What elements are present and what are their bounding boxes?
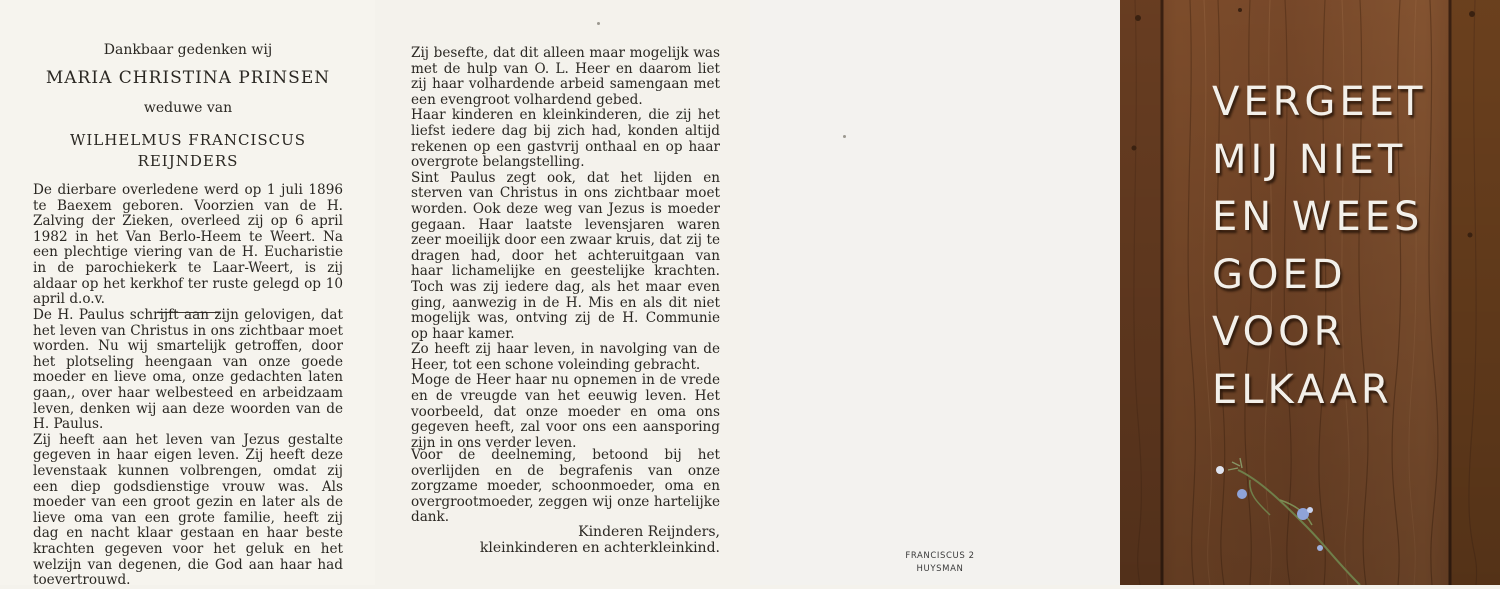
paragraph-suffering: Sint Paulus zegt ook, dat het lijden en sterven van Christus in ons zichtbaar moet worden. Ook deze weg van Jezus is moeder gegaan. Haar laatste levensjaren waren zeer moeilijk door een zwaar kruis, dat zij te dragen had, door het achteruitgaan van haar lichamelijke en geestelijke krachten. Toch was zij iedere dag, als het maar even ging, aanwezig in de H. Mis en als dit niet mogelijk was, ontving zij de H. Communie op haar kamer. xyxy=(411,169,720,342)
paragraph-prayer: Zij besefte, dat dit alleen maar mogelijk was met de hulp van O. L. Heer en daarom liet zij haar volhardende arbeid samengaan met een evengroot volhardend gebed. xyxy=(411,45,720,108)
tribute-text-left xyxy=(33,308,343,589)
paragraph-paulus: De H. Paulus schrijft aan zijn gelovigen, dat het leven van Christus in ons zichtbaar moet worden. Nu wij smartelijk getroffen, door het plotseling heengaan van onze goede moeder en lieve oma, onze gedachten laten gaan,, over haar welbesteed en arbeidzaam leven, denken wij aan deze woorden van de H. Paulus. xyxy=(33,307,343,433)
paragraph-thanks: Voor de deelneming, betoond bij het overlijden en de begrafenis van onze zorgzame moeder, schoonmoeder, oma en overgrootmoeder, zeggen wij onze hartelijke dank. xyxy=(411,447,720,526)
cover-slogan xyxy=(1212,74,1426,419)
signature-block xyxy=(480,524,720,556)
slogan-line-6: ELKAAR xyxy=(1212,366,1393,413)
printer-credit xyxy=(900,550,980,576)
intro-lead: Dankbaar gedenken wij xyxy=(103,42,273,58)
paragraph-completion: Zo heeft zij haar leven, in navolging van de Heer, tot een schone voleinding gebracht. xyxy=(411,341,720,373)
card-page-left xyxy=(0,0,375,589)
husband-name-line2: REIJNDERS xyxy=(137,152,239,170)
signature-line2: kleinkinderen en achterkleinkind. xyxy=(479,540,720,556)
paragraph-life: Zij heeft aan het leven van Jezus gestalte gegeven in haar eigen leven. Zij heeft deze levenstaak kunnen volbrengen, omdat zij een diep godsdienstige vrouw was. Als moeder van een groot gezin en later als de lieve oma van een grote familie, heeft zij dag en nacht klaar gestaan en haar beste krachten gegeven voor het geluk en het welzijn van degenen, die God aan haar had toevertrouwd. xyxy=(33,431,343,589)
thanks-paragraph xyxy=(411,448,720,526)
paragraph-birth-death: De dierbare overledene werd op 1 juli 1896 te Baexem geboren. Voorzien van de H. Zalving der Zieken, overleed zij op 6 april 1982 in het Van Berlo-Heem te Weert. Na een plechtige viering van de H. Eucharistie in de parochiekerk te Laar-Weert, is zij aldaar op het kerkhof ter ruste gelegd op 10 april d.o.v. xyxy=(33,182,343,308)
paragraph-blessing: Moge de Heer haar nu opnemen in de vrede en de vreugde van het eeuwig leven. Het voorbeeld, dat onze moeder en oma ons gegeven heeft, zal voor ons een aansporing zijn in ons verder leven. xyxy=(411,372,720,451)
signature-line1: Kinderen Reijnders, xyxy=(578,524,720,540)
husband-name-line1: WILHELMUS FRANCISCUS xyxy=(69,131,307,149)
slogan-line-4: GOED xyxy=(1212,251,1347,298)
printer-line1: FRANCISCUS 2 xyxy=(905,551,975,561)
widow-of: weduwe van xyxy=(143,100,233,116)
slogan-line-3: EN WEES xyxy=(1212,194,1424,240)
life-dates-paragraph xyxy=(33,183,343,315)
cover-photo-wood xyxy=(1120,0,1500,585)
tribute-text-right xyxy=(411,46,720,451)
slogan-line-2: MIJ NIET xyxy=(1212,136,1407,183)
intro-block xyxy=(40,42,336,172)
paper-speck xyxy=(597,22,600,25)
slogan-line-5: VOOR xyxy=(1212,309,1346,355)
slogan-line-1: VERGEET xyxy=(1212,79,1427,125)
paragraph-family: Haar kinderen en kleinkinderen, die zij het liefst iedere dag bij zich had, konden altijd rekenen op een gastvrij onthaal en op haar overgrote belangstelling. xyxy=(411,107,720,171)
card-page-blank xyxy=(750,0,1120,585)
card-page-center xyxy=(375,0,750,585)
printer-line2: HUYSMAN xyxy=(916,564,964,574)
paper-speck xyxy=(843,135,846,138)
deceased-name: MARIA CHRISTINA PRINSEN xyxy=(45,68,331,88)
